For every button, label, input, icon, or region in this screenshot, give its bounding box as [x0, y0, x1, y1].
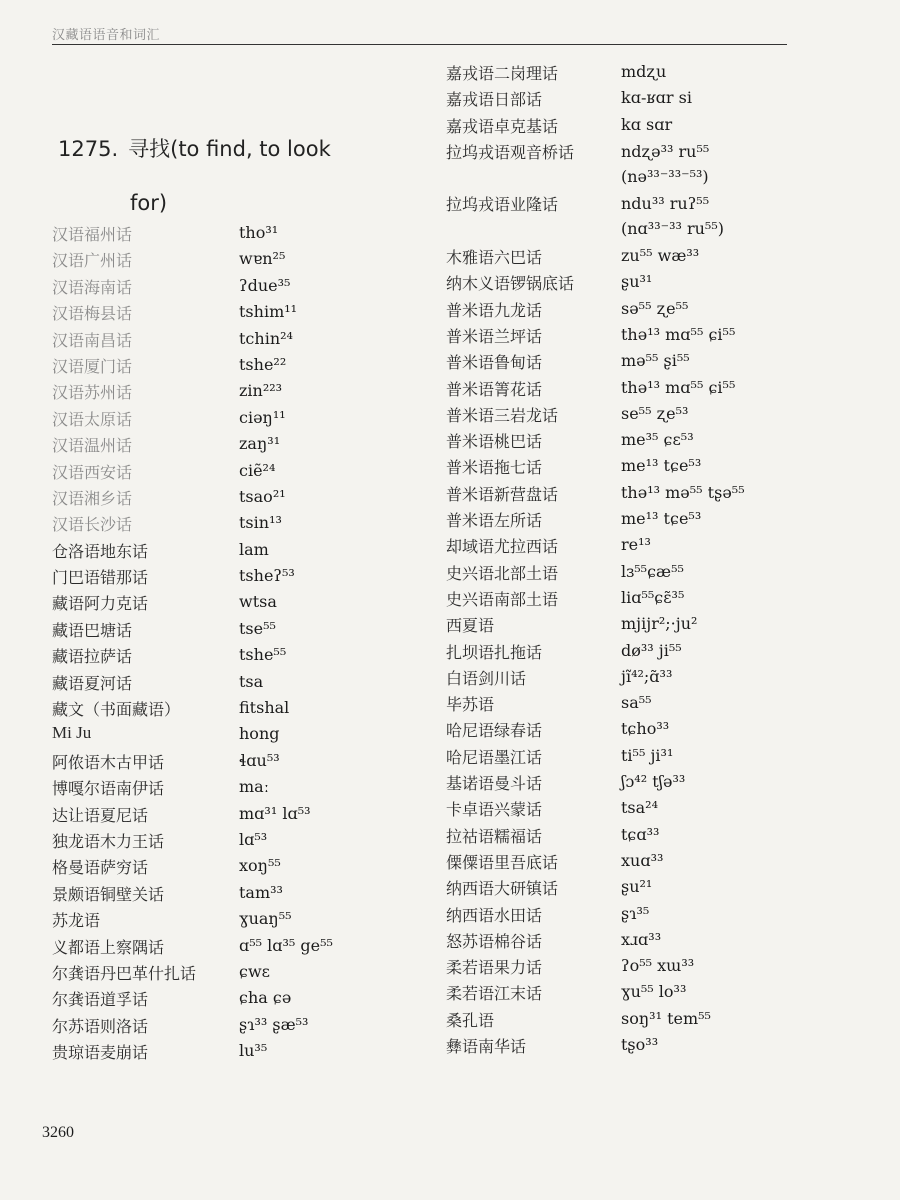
dialect-form: tshe²²	[239, 354, 287, 374]
dialect-form: me³⁵ ɕɛ⁵³	[621, 430, 694, 450]
dialect-row	[446, 84, 846, 110]
dialect-form: tam³³	[239, 882, 283, 902]
dialect-form: ɕha ɕə	[239, 988, 292, 1008]
running-title: 汉藏语语音和词汇	[52, 28, 161, 43]
dialect-row	[52, 245, 422, 271]
dialect-row	[446, 637, 846, 663]
dialect-name: 哈尼语墨江话	[446, 747, 543, 767]
dialect-form: sa⁵⁵	[621, 693, 652, 713]
dialect-name: 拉坞戎语业隆话	[446, 195, 559, 215]
dialect-row	[446, 558, 846, 584]
dialect-name: 傈僳语里吾底话	[446, 852, 559, 872]
dialect-row	[446, 847, 846, 873]
dialect-form: tɕho³³	[621, 719, 670, 739]
dialect-form: ɣuaŋ⁵⁵	[239, 909, 292, 929]
dialect-form: thə¹³ mɑ⁵⁵ ɕi⁵⁵	[621, 324, 736, 344]
dialect-name: 藏文（书面藏语）	[52, 700, 181, 720]
dialect-row	[52, 984, 422, 1010]
dialect-name: 贵琼语麦崩话	[52, 1043, 149, 1063]
dialect-name: 汉语湘乡话	[52, 488, 133, 508]
dialect-row	[52, 351, 422, 377]
dialect-name: 柔若语果力话	[446, 958, 543, 978]
entry-gloss: 寻找(to find, to look	[128, 137, 331, 161]
dialect-row	[52, 826, 422, 852]
dialect-row	[446, 137, 846, 190]
dialect-form: tsin¹³	[239, 513, 282, 533]
dialect-name: 哈尼语绿春话	[446, 721, 543, 741]
dialect-row	[52, 747, 422, 773]
dialect-name: 藏语阿力克话	[52, 594, 149, 614]
dialect-form: me¹³ tɕe⁵³	[621, 509, 702, 529]
dialect-name: 纳木义语锣锅底话	[446, 274, 575, 294]
dialect-form: kɑ sɑr	[621, 114, 673, 134]
dialect-form: mɑ³¹ lɑ⁵³	[239, 803, 311, 823]
dialect-row	[52, 219, 422, 245]
page-number: 3260	[42, 1124, 74, 1141]
dialect-row	[446, 873, 846, 899]
dialect-row	[446, 742, 846, 768]
dialect-form: ʔdue³⁵	[239, 275, 291, 295]
dialect-form: ʂɿ³³ ʂæ⁵³	[239, 1014, 309, 1034]
dialect-name: 普米语兰坪话	[446, 326, 543, 346]
dialect-row	[446, 479, 846, 505]
dialect-row	[446, 58, 846, 84]
dialect-form: zu⁵⁵ wæ³³	[621, 246, 700, 266]
dialect-form: kɑ-ʁɑr si	[621, 88, 692, 108]
dialect-row	[446, 321, 846, 347]
dialect-row	[52, 958, 422, 984]
dialect-name: 仓洛语地东话	[52, 541, 149, 561]
dialect-name: 汉语温州话	[52, 436, 133, 456]
dialect-form: re¹³	[621, 535, 651, 555]
dialect-form: ʔo⁵⁵ xɯ³³	[621, 956, 695, 976]
dialect-row	[446, 189, 846, 242]
dialect-row	[446, 1005, 846, 1031]
dialect-name: 普米语桃巴话	[446, 432, 543, 452]
dialect-row	[446, 426, 846, 452]
dialect-form: mdʐu	[621, 62, 667, 81]
dialect-form: tho³¹	[239, 223, 279, 242]
dialect-name: 汉语太原话	[52, 409, 133, 429]
dialect-form: tse⁵⁵	[239, 618, 276, 638]
dialect-row	[446, 400, 846, 426]
dialect-name: Mi Ju	[52, 723, 92, 743]
dialect-name: 汉语西安话	[52, 462, 133, 482]
dialect-form: lɑ⁵³	[239, 829, 268, 849]
dialect-name: 尔龚语道孚话	[52, 990, 149, 1010]
dialect-form: ʂu³¹	[621, 272, 653, 292]
dialect-row	[446, 111, 846, 137]
page-header	[52, 22, 787, 45]
dialect-name: 桑孔语	[446, 1010, 495, 1030]
dialect-name: 汉语福州话	[52, 225, 133, 244]
dialect-row	[446, 584, 846, 610]
dialect-form: dø³³ ji⁵⁵	[621, 640, 682, 660]
dialect-name: 柔若语江末话	[446, 984, 543, 1004]
dialect-name: 西夏语	[446, 616, 495, 636]
dialect-row	[52, 377, 422, 403]
dialect-row	[446, 374, 846, 400]
dialect-form: ciẽ²⁴	[239, 460, 276, 480]
dialect-form: sə⁵⁵ ʐe⁵⁵	[621, 298, 689, 318]
dialect-form: ti⁵⁵ ji³¹	[621, 745, 674, 765]
dialect-row	[52, 509, 422, 535]
dialect-row	[52, 588, 422, 614]
dialect-row	[52, 272, 422, 298]
dialect-form: lam	[239, 539, 269, 559]
dialect-form: me¹³ tɕe⁵³	[621, 456, 702, 476]
dialect-form: tshe⁵⁵	[239, 645, 287, 665]
dialect-form: xuɑ³³	[621, 850, 664, 870]
dialect-form: lu³⁵	[239, 1041, 268, 1061]
dialect-name: 格曼语萨穷话	[52, 858, 149, 878]
dialect-name: 扎坝语扎拖话	[446, 642, 543, 662]
dialect-form: zin²²³	[239, 381, 283, 401]
dialect-form: tchin²⁴	[239, 328, 293, 348]
dialect-form: wtsa	[239, 592, 277, 612]
dialect-row	[52, 1037, 422, 1063]
dialect-name: 藏语巴塘话	[52, 620, 133, 640]
dialect-form: hong	[239, 724, 280, 744]
dialect-form: se⁵⁵ ʐe⁵³	[621, 403, 689, 423]
dialect-row	[446, 689, 846, 715]
dialect-name: 普米语新营盘话	[446, 484, 559, 504]
dialect-row	[52, 298, 422, 324]
dialect-name: 怒苏语棉谷话	[446, 931, 543, 951]
dialect-row	[446, 952, 846, 978]
dialect-name: 达让语夏尼话	[52, 805, 149, 825]
dialect-name: 木雅语六巴话	[446, 248, 543, 268]
dialect-form: ndu³³ ruʔ⁵⁵ (nɑ³³⁻³³ ru⁵⁵)	[621, 194, 724, 239]
dialect-row	[52, 932, 422, 958]
dialect-form: ndʐə³³ ru⁵⁵ (nə³³⁻³³⁻⁵³)	[621, 141, 710, 186]
dialect-name: 彝语南华话	[446, 1036, 527, 1056]
dialect-form: wɐn²⁵	[239, 249, 286, 269]
dialect-name: 普米语三岩龙话	[446, 405, 559, 425]
dialect-name: 纳西语大研镇话	[446, 879, 559, 899]
dialect-form: ʂɿ³⁵	[621, 903, 650, 923]
dialect-form: tsheʔ⁵³	[239, 566, 295, 586]
dialect-row	[446, 768, 846, 794]
dialect-form: tʂo³³	[621, 1034, 659, 1054]
dialect-name: 藏语夏河话	[52, 673, 133, 693]
dialect-row	[446, 452, 846, 478]
dialect-row	[52, 562, 422, 588]
dialect-form: maː	[239, 777, 270, 797]
dialect-form: ʂu²¹	[621, 877, 653, 897]
dialect-name: 嘉戎语二岗理话	[446, 64, 559, 83]
dialect-row	[446, 663, 846, 689]
dialect-name: 普米语鲁甸话	[446, 353, 543, 373]
dialect-row	[52, 852, 422, 878]
dialect-name: 拉坞戎语观音桥话	[446, 142, 575, 162]
dialect-row	[52, 430, 422, 456]
dialect-row	[52, 694, 422, 720]
dialect-row	[446, 715, 846, 741]
dialect-name: 苏龙语	[52, 911, 101, 931]
dialect-form: tɕɑ³³	[621, 824, 660, 844]
dialect-name: 普米语拖七话	[446, 458, 543, 478]
dialect-name: 史兴语南部土语	[446, 589, 559, 609]
dialect-name: 却域语尤拉西话	[446, 537, 559, 557]
dialect-name: 景颇语铜壁关话	[52, 884, 165, 904]
dialect-row	[52, 615, 422, 641]
dialect-row	[446, 821, 846, 847]
dialect-row	[52, 457, 422, 483]
dialect-form: liɑ⁵⁵ɕɛ̃³⁵	[621, 587, 685, 607]
entry-heading-line1	[58, 122, 388, 176]
dialect-form: ɬɑu⁵³	[239, 750, 280, 770]
entry-gloss-continued: for)	[130, 191, 168, 215]
dialect-form: thə¹³ mɑ⁵⁵ ɕi⁵⁵	[621, 377, 736, 397]
dialect-form: xɹɑ³³	[621, 929, 662, 949]
dialect-name: 普米语箐花话	[446, 379, 543, 399]
dialect-form: tsao²¹	[239, 486, 286, 506]
dialect-form: ʃɔ⁴² tʃə³³	[621, 772, 686, 792]
dialect-name: 汉语海南话	[52, 277, 133, 297]
entry-heading	[58, 122, 388, 230]
dialect-form: ɕwɛ	[239, 961, 270, 981]
dialect-name: 基诺语曼斗话	[446, 774, 543, 794]
dialect-row	[52, 773, 422, 799]
dialect-row	[52, 1011, 422, 1037]
dialect-name: 汉语厦门话	[52, 356, 133, 376]
dialect-form: soŋ³¹ tem⁵⁵	[621, 1008, 711, 1028]
dialect-name: 嘉戎语卓克基话	[446, 116, 559, 136]
dialect-name: 阿侬语木古甲话	[52, 752, 165, 772]
dialect-name: 尔龚语丹巴革什扎话	[52, 963, 197, 983]
dialect-name: 尔苏语则洛话	[52, 1016, 149, 1036]
dialect-name: 毕苏语	[446, 695, 495, 715]
dialect-form: jĩ⁴²;ɑ̃³³	[621, 666, 673, 686]
dialect-name: 普米语左所话	[446, 511, 543, 531]
dialect-name: 博嘎尔语南伊话	[52, 779, 165, 799]
dialect-row	[52, 483, 422, 509]
dialect-form: zaŋ³¹	[239, 434, 281, 454]
dialect-name: 史兴语北部土语	[446, 563, 559, 583]
dialect-form: ɑ⁵⁵ lɑ³⁵ ge⁵⁵	[239, 935, 333, 955]
dialect-row	[446, 531, 846, 557]
dialect-row	[446, 505, 846, 531]
dialect-row	[52, 325, 422, 351]
dialect-row	[446, 242, 846, 268]
dialect-row	[52, 668, 422, 694]
dialect-row	[446, 295, 846, 321]
dialect-name: 普米语九龙话	[446, 300, 543, 320]
dialect-name: 义都语上察隅话	[52, 937, 165, 957]
dialect-name: 卡卓语兴蒙话	[446, 800, 543, 820]
dialect-form: mjijr²;·ju²	[621, 614, 698, 634]
dialect-name: 汉语长沙话	[52, 515, 133, 535]
left-column	[52, 219, 422, 1064]
dialect-name: 独龙语木力王话	[52, 831, 165, 851]
dialect-name: 纳西语水田话	[446, 905, 543, 925]
dialect-form: tsa	[239, 671, 264, 691]
dialect-name: 藏语拉萨话	[52, 647, 133, 667]
dialect-row	[52, 641, 422, 667]
dialect-form: tsa²⁴	[621, 798, 659, 818]
dialect-name: 嘉戎语日部话	[446, 90, 543, 110]
dialect-row	[446, 1031, 846, 1057]
entry-number: 1275.	[58, 137, 119, 161]
dialect-row	[52, 879, 422, 905]
dialect-form: thə¹³ mə⁵⁵ tʂə⁵⁵	[621, 482, 745, 502]
dialect-row	[52, 536, 422, 562]
dialect-row	[446, 268, 846, 294]
dialect-row	[52, 404, 422, 430]
dialect-row	[446, 347, 846, 373]
dialect-row	[446, 794, 846, 820]
dialect-form: ɣu⁵⁵ lo³³	[621, 982, 687, 1002]
dialect-form: tshim¹¹	[239, 302, 298, 322]
dialect-form: xoŋ⁵⁵	[239, 856, 281, 876]
dialect-name: 汉语广州话	[52, 251, 133, 271]
right-column	[446, 58, 846, 1057]
dialect-row	[52, 720, 422, 746]
dialect-name: 门巴语错那话	[52, 568, 149, 588]
dialect-row	[446, 978, 846, 1004]
dialect-name: 汉语南昌话	[52, 330, 133, 350]
dialect-name: 汉语梅县话	[52, 304, 133, 324]
dialect-row	[52, 800, 422, 826]
dialect-form: ciəŋ¹¹	[239, 407, 286, 427]
dialect-name: 汉语苏州话	[52, 383, 133, 403]
dialect-form: lɜ⁵⁵ɕæ⁵⁵	[621, 561, 684, 581]
dialect-row	[446, 926, 846, 952]
dialect-row	[52, 905, 422, 931]
dialect-form: fitshal	[239, 698, 290, 718]
dialect-row	[446, 610, 846, 636]
dialect-row	[446, 900, 846, 926]
dialect-name: 拉祜语糯福话	[446, 826, 543, 846]
dialect-name: 白语剑川话	[446, 668, 527, 688]
dialect-form: mə⁵⁵ ʂi⁵⁵	[621, 351, 690, 371]
